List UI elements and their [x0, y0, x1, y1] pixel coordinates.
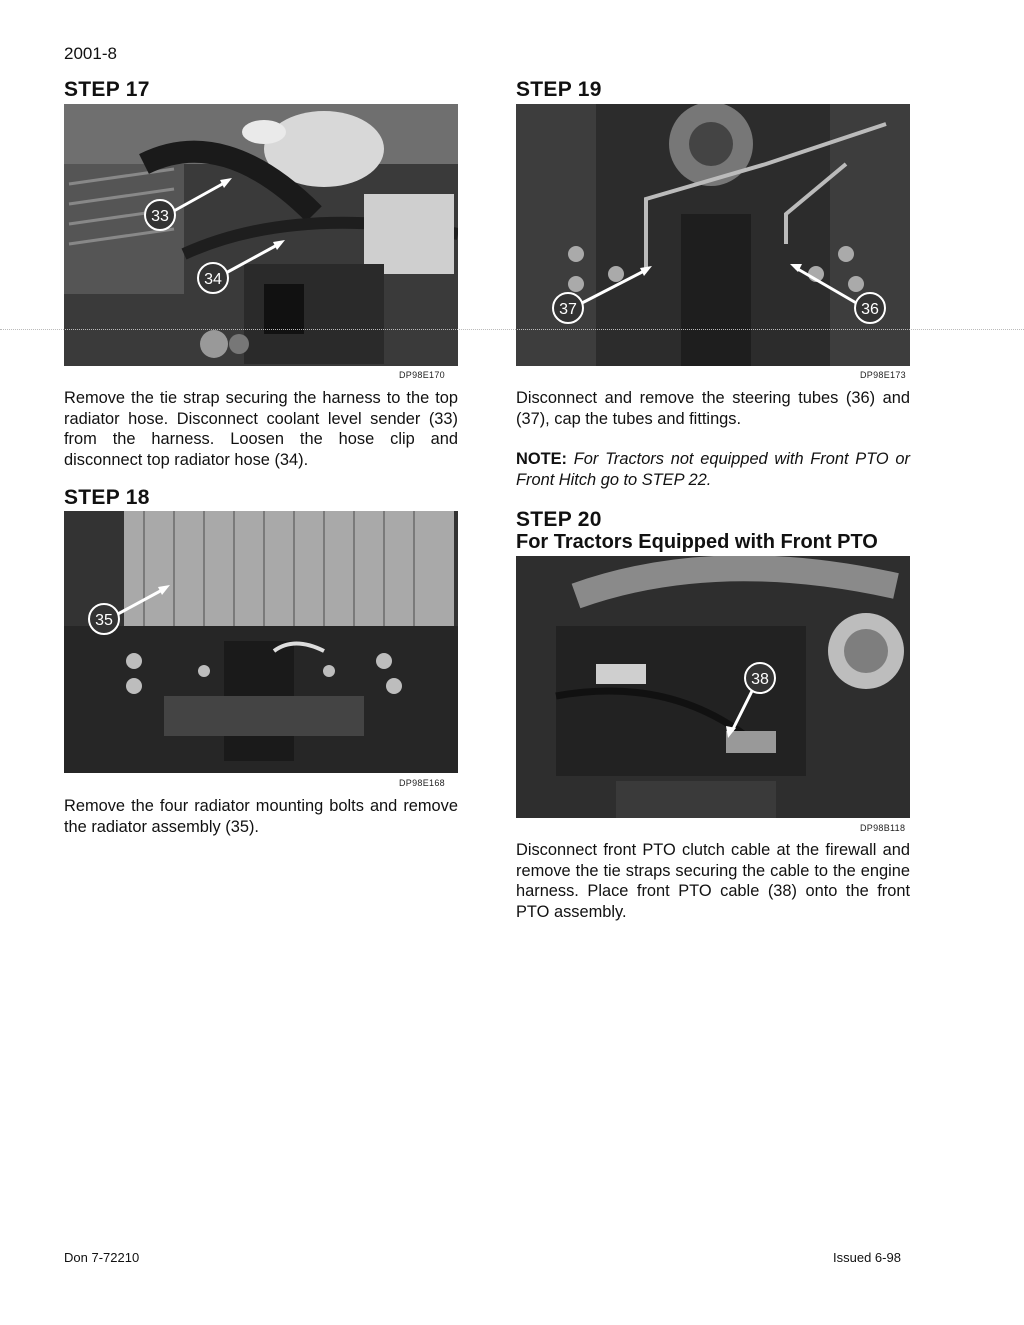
callout-33: 33 [151, 208, 169, 225]
step-18-title: STEP 18 [64, 486, 150, 509]
step-18-paragraph: Remove the four radiator mounting bolts and remove the radiator assembly (35). [64, 797, 458, 836]
step-17-paragraph: Remove the tie strap securing the harness to the top radiator hose. Disconnect coolant level sender (33) from the harness. Loosen the hose clip and disconnect top radiator hose (34). [64, 389, 458, 469]
footer-issued: Issued 6-98 [833, 1250, 901, 1265]
scan-divider [0, 329, 1024, 330]
step-20-photo [516, 556, 910, 818]
step-20-photo-code: DP98B118 [860, 823, 906, 833]
callout-37: 37 [559, 301, 577, 318]
step-18-photo-code: DP98E168 [399, 778, 445, 788]
step-19-photo-code: DP98E173 [860, 370, 906, 380]
step-19-title: STEP 19 [516, 78, 602, 101]
step-18-photo [64, 511, 458, 773]
step-19-paragraph: Disconnect and remove the steering tubes (36) and (37), cap the tubes and fittings. [516, 389, 910, 428]
step-20-subtitle: For Tractors Equipped with Front PTO [516, 531, 878, 553]
step-17-title: STEP 17 [64, 78, 150, 101]
step-20-text [516, 840, 910, 922]
step-20-title: STEP 20 [516, 508, 602, 531]
step-19-photo [516, 104, 910, 366]
step-17-photo-code: DP98E170 [399, 370, 445, 380]
step-17-photo [64, 104, 458, 366]
callout-36: 36 [861, 301, 879, 318]
note-label: NOTE: [516, 450, 567, 468]
page-id: 2001-8 [64, 44, 117, 63]
step-17-text [64, 388, 458, 470]
callout-38: 38 [751, 671, 769, 688]
step-18-text [64, 796, 458, 837]
callout-34: 34 [204, 271, 222, 288]
note-text: For Tractors not equipped with Front PTO or Front Hitch go to STEP 22. [516, 450, 910, 489]
step-19-text [516, 388, 910, 429]
footer-doc-number: Don 7-72210 [64, 1250, 140, 1265]
step-19-note [516, 449, 910, 490]
callout-35: 35 [95, 612, 113, 629]
step-20-paragraph: Disconnect front PTO clutch cable at the firewall and remove the tie straps securing the cable to the engine harness. Place front PTO cable (38) onto the front PTO assembly. [516, 841, 910, 921]
